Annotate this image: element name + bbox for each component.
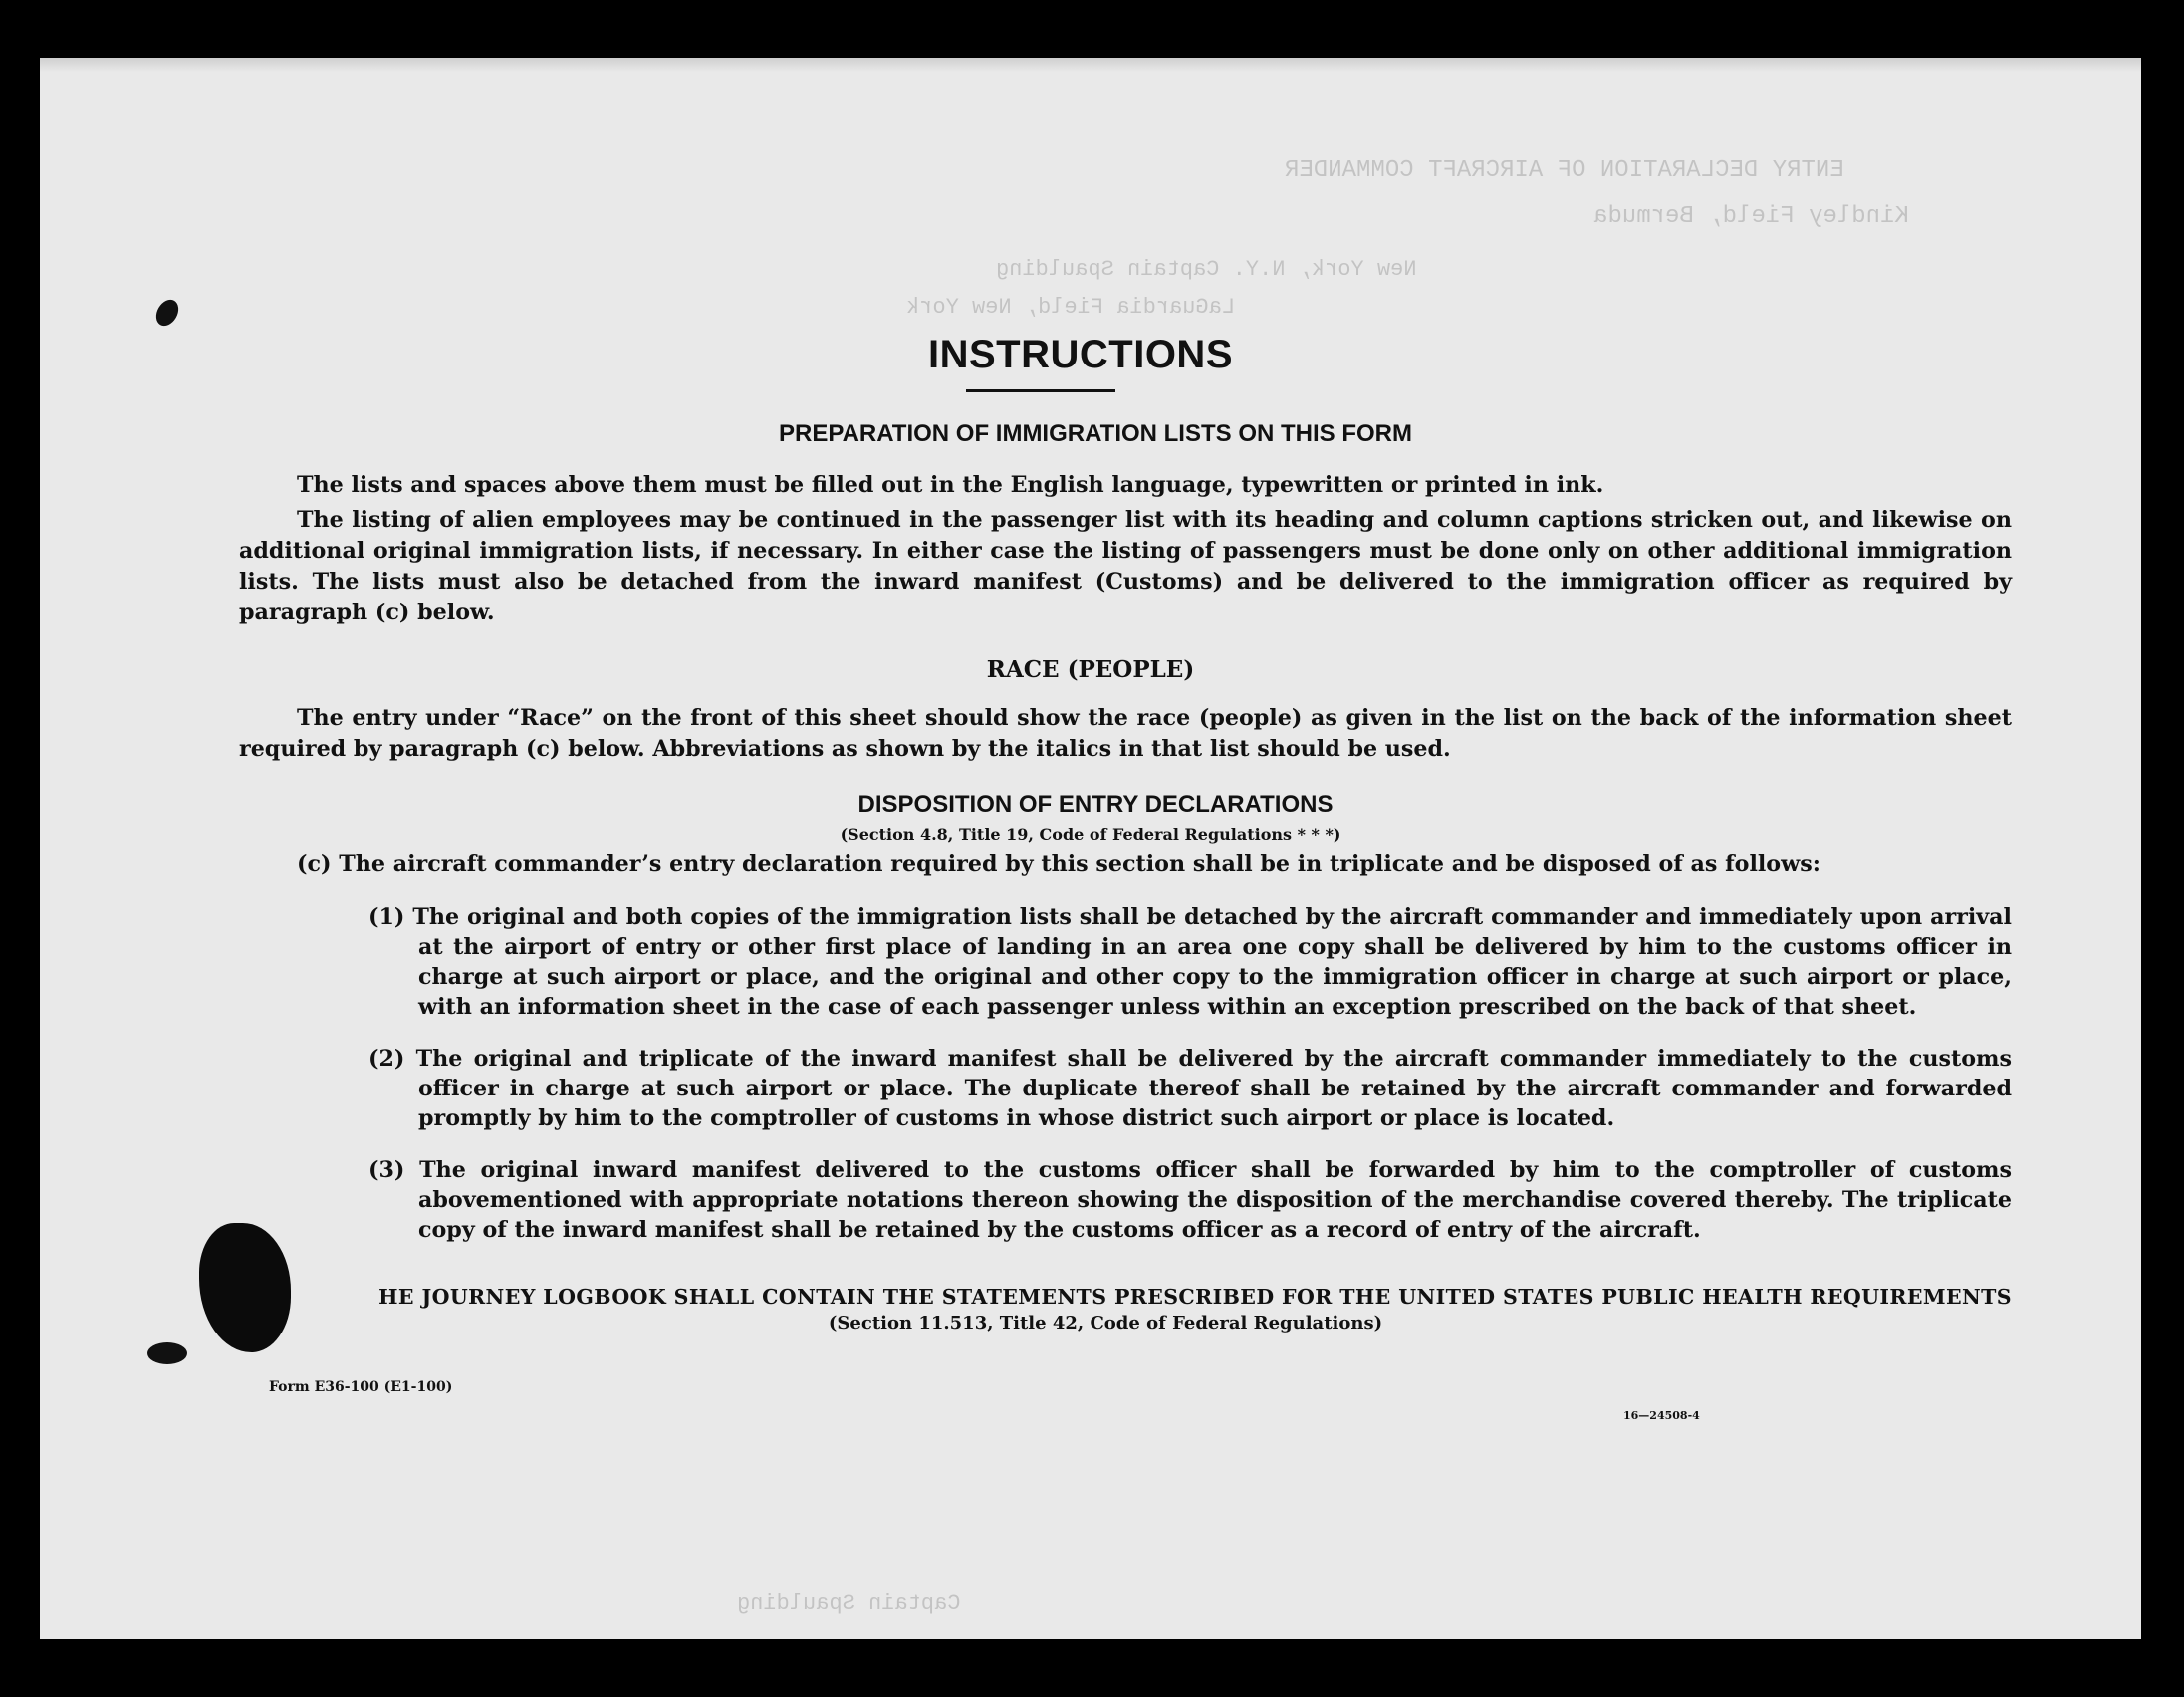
paragraph-language: The lists and spaces above them must be filled out in the English language, typewritten or printed in ink. <box>297 472 1604 498</box>
citation-section-4-8: (Section 4.8, Title 19, Code of Federal Regulations * * *) <box>840 825 1341 844</box>
torn-edge <box>40 58 2141 72</box>
paragraph-race: The entry under “Race” on the front of this sheet should show the race (people) as given in the list on the back of the information sheet required by paragraph (c) below. Abbreviations as shown by the italics in that list should be used. <box>239 705 2012 762</box>
page-title: INSTRUCTIONS <box>928 333 1233 376</box>
list-item: (2) The original and triplicate of the inward manifest shall be delivered by the aircraft commander immediately to the customs officer in charge at such airport or place. The duplicate thereof shall be retained by the aircraft commander and forwarded promptly by him to the comptroller of customs in whose district such airport or place is located. <box>368 1046 2012 1131</box>
punch-mark <box>147 1342 187 1364</box>
punch-mark <box>151 296 182 330</box>
form-number: Form E36-100 (E1-100) <box>269 1379 453 1395</box>
heading-disposition: DISPOSITION OF ENTRY DECLARATIONS <box>857 791 1334 818</box>
list-item: (3) The original inward manifest delivered to the customs officer shall be forwarded by him to the comptroller of customs abovementioned with appropriate notations thereon showing the disposition of the merchandise covered thereby. The triplicate copy of the inward manifest shall be retained by the customs officer as a record of entry of the aircraft. <box>368 1157 2012 1243</box>
bleed-through-text: Kindley Field, Bermuda <box>1593 203 1909 230</box>
document-page <box>40 58 2141 1639</box>
instructions-body <box>239 267 2012 1333</box>
heading-preparation: PREPARATION OF IMMIGRATION LISTS ON THIS FORM <box>779 420 1412 447</box>
heading-race: RACE (PEOPLE) <box>986 656 1195 683</box>
print-code: 16—24508-4 <box>1623 1409 1700 1422</box>
title-underline <box>966 389 1115 392</box>
bleed-through-text: New York, N.Y. Captain Spaulding <box>996 257 1417 282</box>
bleed-through-text: LaGuardia Field, New York <box>906 295 1236 320</box>
bleed-through-text: Captain Spaulding <box>737 1591 961 1616</box>
bleed-through-text: ENTRY DECLARATION OF AIRCRAFT COMMANDER <box>1285 157 1844 184</box>
health-requirements-statement: HE JOURNEY LOGBOOK SHALL CONTAIN THE STATEMENTS PRESCRIBED FOR THE UNITED STATES PUBLIC HEALTH REQUIREMENTS <box>378 1285 2012 1309</box>
list-item: (1) The original and both copies of the immigration lists shall be detached by the aircraft commander and immediately upon arrival at the airport of entry or other first place of landing in an area one copy shall be delivered by him to the customs officer in charge at such airport or place, and the original and other copy to the immigration officer in charge at such airport or place, with an information sheet in the case of each passenger unless within an exception prescribed on the back of that sheet. <box>368 904 2012 1020</box>
citation-section-11-513: (Section 11.513, Title 42, Code of Federal Regulations) <box>828 1313 1383 1333</box>
paragraph-alien-employees: The listing of alien employees may be continued in the passenger list with its heading and column captions stricken out, and likewise on additional original immigration lists, if necessary. In either case the listing of passengers must be done only on other additional immigration lists. The lists must also be detached from the inward manifest (Customs) and be delivered to the immigration officer as required by paragraph (c) below. <box>239 507 2012 625</box>
paragraph-c: (c) The aircraft commander’s entry declaration required by this section shall be in triplicate and be disposed of as follows: <box>297 851 1820 877</box>
